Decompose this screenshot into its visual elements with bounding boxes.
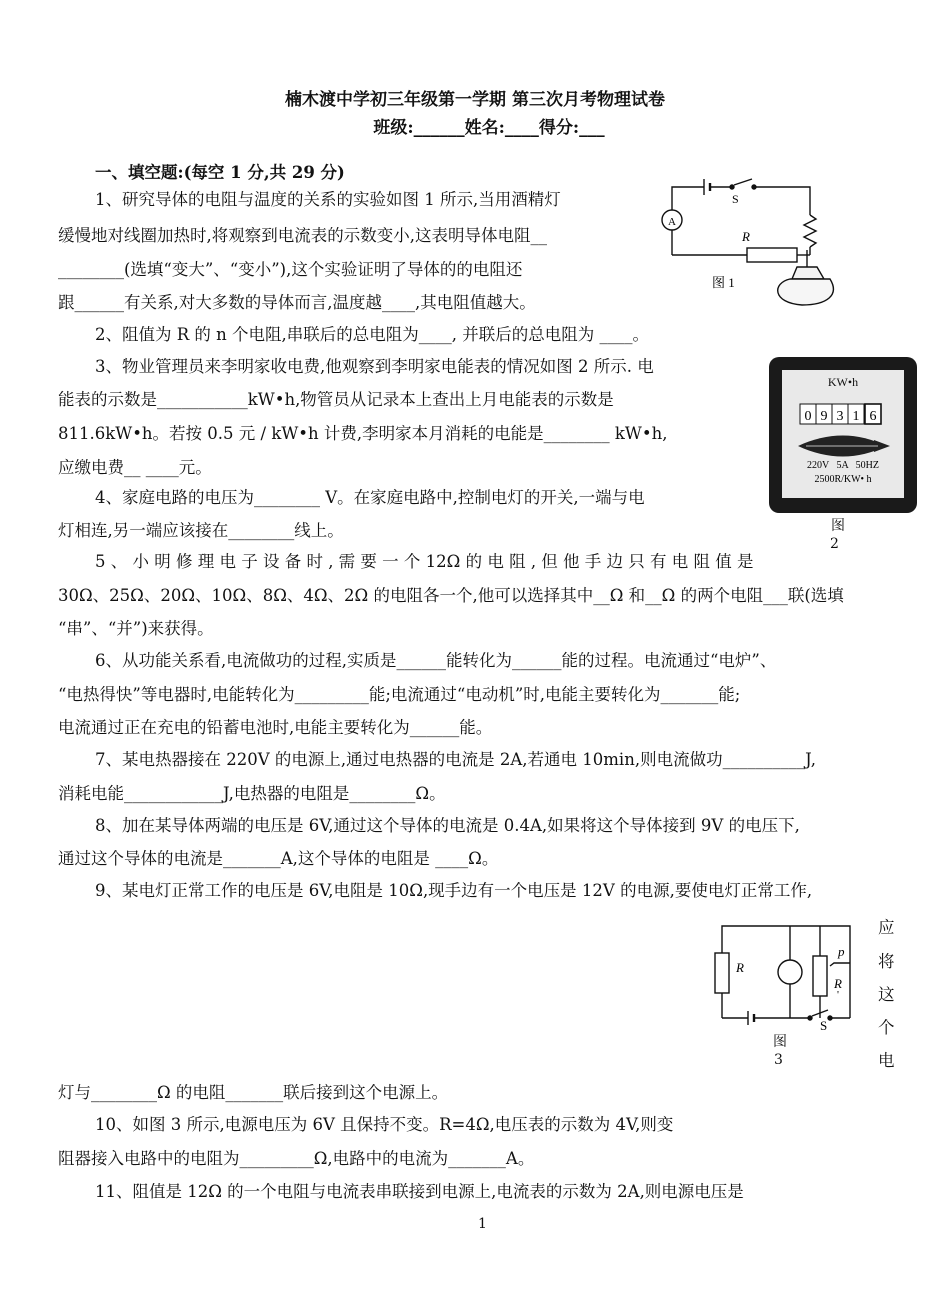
figure3-resistor-label: R (736, 960, 744, 975)
figure2-caption-bottom: 2 (830, 536, 839, 552)
q9-line2: 灯与________Ω 的电阻_______联后接到这个电源上。 (58, 1083, 449, 1102)
student-info-line: 班级:______姓名:____得分:___ (373, 118, 605, 138)
q5-line2: 30Ω、25Ω、20Ω、10Ω、8Ω、4Ω、2Ω 的电阻各一个,他可以选择其中__Ω 和__Ω 的两个电阻___联(选填 (58, 586, 844, 605)
q7-line1: 7、某电热器接在 220V 的电源上,通过电热器的电流是 2A,若通电 10min,则电流做功__________J, (95, 750, 816, 769)
meter-digit-3: 3 (836, 409, 844, 424)
exam-title: 楠木渡中学初三年级第一学期 第三次月考物理试卷 (285, 90, 665, 110)
meter-digit-4: 1 (852, 409, 860, 424)
q6-line1: 6、从功能关系看,电流做功的过程,实质是______能转化为______能的过程。电流通过“电炉”、 (95, 651, 777, 670)
q1-line3: ________(选填“变大”、“变小”),这个实验证明了导体的的电阻还 (58, 260, 523, 279)
q3-line2: 能表的示数是___________kW•h,物管员从记录本上查出上月电能表的示数是 (58, 390, 614, 409)
figure3-rheostat-prime: ' (837, 989, 839, 1001)
section-heading: 一、填空题:(每空 1 分,共 29 分) (95, 163, 345, 182)
q1-line4: 跟______有关系,对大多数的导体而言,温度越____,其电阻值越大。 (58, 293, 536, 312)
q9-vertical-char: 电 (878, 1051, 895, 1070)
page-number: 1 (478, 1216, 487, 1232)
q9-vertical-char: 应 (878, 918, 895, 937)
q6-line3: 电流通过正在充电的铅蓄电池时,电能主要转化为______能。 (58, 718, 493, 737)
figure3-switch-label: S (820, 1018, 828, 1033)
q4-line2: 灯相连,另一端应该接在________线上。 (58, 521, 344, 540)
figure2-caption-top: 图 (831, 518, 845, 534)
q6-line2: “电热得快”等电器时,电能转化为_________能;电流通过“电动机”时,电能主要转化为_______能; (58, 685, 741, 704)
figure1-ammeter-label: A (668, 216, 676, 228)
meter-digit-5: 6 (869, 409, 877, 424)
q4-line1: 4、家庭电路的电压为________ V。在家庭电路中,控制电灯的开关,一端与电 (95, 488, 645, 507)
q3-line4: 应缴电费__ ____元。 (58, 458, 212, 477)
figure3-caption-top: 图 (773, 1034, 787, 1050)
figure3-slider-label: p (838, 944, 845, 959)
q1-line2: 缓慢地对线圈加热时,将观察到电流表的示数变小,这表明导体电阻__ (58, 226, 547, 245)
q9-vertical-char: 将 (878, 952, 895, 971)
q10-line1: 10、如图 3 所示,电源电压为 6V 且保持不变。R=4Ω,电压表的示数为 4V,则变 (95, 1115, 674, 1134)
figure1-circuit (652, 175, 852, 310)
meter-digit-1: 0 (804, 409, 812, 424)
q5-line1: 5 、 小 明 修 理 电 子 设 备 时 , 需 要 一 个 12Ω 的 电 阻 , 但 他 手 边 只 有 电 阻 值 是 (95, 552, 754, 571)
q1-line1: 1、研究导体的电阻与温度的关系的实验如图 1 所示,当用酒精灯 (95, 190, 561, 209)
q3-line1: 3、物业管理员来李明家收电费,他观察到李明家电能表的情况如图 2 所示. 电 (95, 357, 654, 376)
q2-line1: 2、阻值为 R 的 n 个电阻,串联后的总电阻为____, 并联后的总电阻为 ____。 (95, 325, 650, 344)
q9-vertical-char: 个 (878, 1018, 895, 1037)
figure1-switch-label: S (732, 192, 739, 206)
meter-digit-2: 9 (820, 409, 828, 424)
q7-line2: 消耗电能____________J,电热器的电阻是________Ω。 (58, 784, 446, 803)
meter-specs: 220V 5A 50HZ (806, 460, 880, 471)
figure1-caption: 图 1 (712, 275, 735, 290)
q8-line2: 通过这个导体的电流是_______A,这个导体的电阻是 ____Ω。 (58, 849, 499, 868)
figure1-resistor-label: R (742, 229, 750, 244)
q11-line1: 11、阻值是 12Ω 的一个电阻与电流表串联接到电源上,电流表的示数为 2A,则电源电压是 (95, 1182, 744, 1201)
meter-unit-label: KW•h (827, 375, 859, 389)
q3-line3: 811.6kW•h。若按 0.5 元 / kW•h 计费,李明家本月消耗的电能是________ kW•h, (58, 424, 668, 443)
figure2-electric-meter (768, 356, 918, 514)
figure3-rheostat-label: R (834, 976, 842, 991)
figure3-caption-bottom: 3 (774, 1052, 783, 1068)
q10-line2: 阻器接入电路中的电阻为_________Ω,电路中的电流为_______A。 (58, 1149, 535, 1168)
q5-line3: “串”、“并”)来获得。 (58, 619, 214, 638)
q9-line1: 9、某电灯正常工作的电压是 6V,电阻是 10Ω,现手边有一个电压是 12V 的电源,要使电灯正常工作, (95, 881, 813, 900)
meter-rate: 2500R/KW• h (814, 474, 872, 485)
q9-vertical-char: 这 (878, 985, 895, 1004)
q8-line1: 8、加在某导体两端的电压是 6V,通过这个导体的电流是 0.4A,如果将这个导体接到 9V 的电压下, (95, 816, 800, 835)
figure3-circuit (710, 918, 860, 1033)
